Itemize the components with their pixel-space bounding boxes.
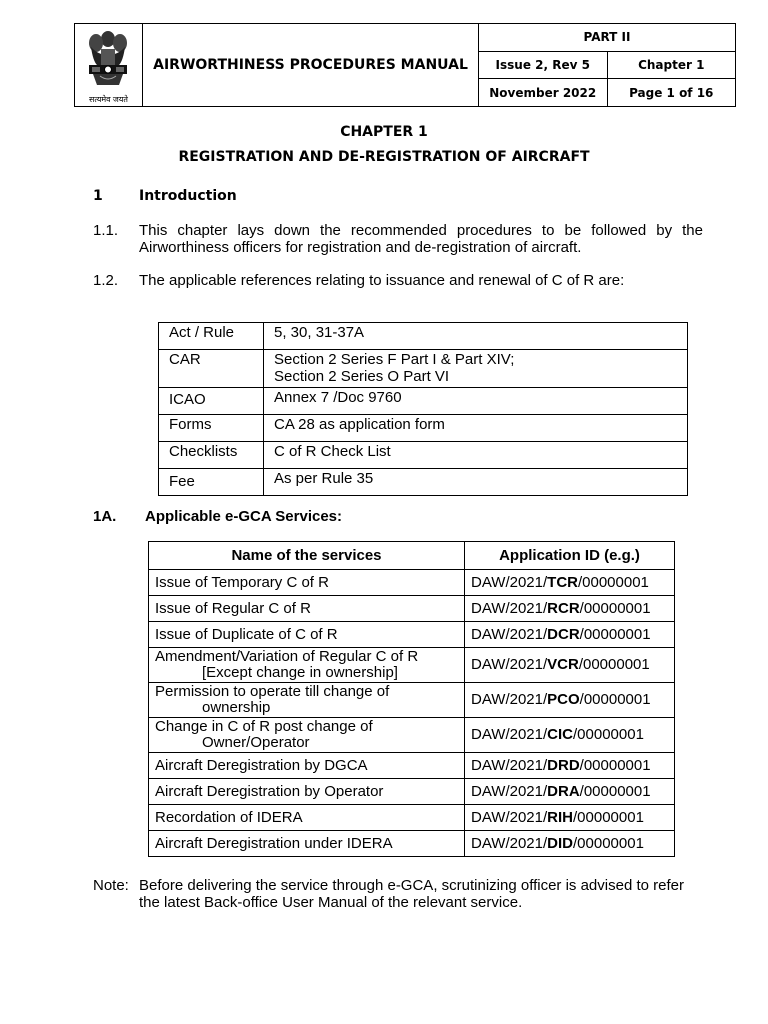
references-table xyxy=(158,322,688,496)
table-row xyxy=(159,415,688,442)
emblem-motto: सत्यमेव जयते xyxy=(89,95,128,104)
service-name-line: Amendment/Variation of Regular C of R xyxy=(155,648,419,665)
application-id-suffix: /00000001 xyxy=(573,808,644,826)
service-name-line: Owner/Operator xyxy=(202,734,310,751)
column-header: Name of the services xyxy=(149,542,465,570)
service-name-line: Recordation of IDERA xyxy=(155,808,303,826)
part-label: PART II xyxy=(479,24,736,52)
section-number: 1A. xyxy=(93,508,117,525)
application-id xyxy=(465,683,675,718)
page-number: Page 1 of 16 xyxy=(607,79,736,107)
reference-value-line: Section 2 Series O Part VI xyxy=(274,368,450,385)
services-table xyxy=(148,541,675,857)
table-row xyxy=(159,323,688,350)
service-name xyxy=(149,831,465,857)
manual-title: AIRWORTHINESS PROCEDURES MANUAL xyxy=(143,24,479,107)
emblem-cell xyxy=(75,24,143,107)
reference-value: C of R Check List xyxy=(264,442,688,469)
service-name-line: Aircraft Deregistration by Operator xyxy=(155,782,384,800)
application-id-suffix: /00000001 xyxy=(579,599,651,617)
table-row xyxy=(149,622,675,648)
table-row xyxy=(149,805,675,831)
service-name-line: Aircraft Deregistration under IDERA xyxy=(155,834,393,852)
service-name xyxy=(149,622,465,648)
service-name-line: [Except change in ownership] xyxy=(202,664,398,681)
service-name xyxy=(149,570,465,596)
application-id-suffix: /00000001 xyxy=(577,573,649,591)
section-number: 1 xyxy=(93,188,103,204)
paragraph-text: The applicable references relating to issuance and renewal of C of R are: xyxy=(139,272,625,289)
application-id xyxy=(465,622,675,648)
service-name xyxy=(149,648,465,683)
date-label: November 2022 xyxy=(479,79,608,107)
application-id-prefix: DAW/2021/ xyxy=(471,599,548,617)
note-text: Before delivering the service through e-GCA, scrutinizing officer is advised to refer the latest Back-office User Manual of the relevant service. xyxy=(139,877,684,911)
application-id xyxy=(465,570,675,596)
service-name-line: Issue of Temporary C of R xyxy=(155,573,329,591)
service-name-line: ownership xyxy=(202,699,271,716)
reference-value: CA 28 as application form xyxy=(264,415,688,442)
application-id-code: DID xyxy=(547,834,573,852)
service-name-line: Issue of Duplicate of C of R xyxy=(155,625,338,643)
table-row xyxy=(149,596,675,622)
table-row xyxy=(159,442,688,469)
application-id-suffix: /00000001 xyxy=(579,625,651,643)
section-title: Applicable e-GCA Services: xyxy=(145,508,343,525)
chapter-title: REGISTRATION AND DE-REGISTRATION OF AIRCRAFT xyxy=(178,149,590,165)
application-id-prefix: DAW/2021/ xyxy=(471,808,548,826)
application-id xyxy=(465,718,675,753)
reference-key: Fee xyxy=(159,469,264,496)
application-id-code: RCR xyxy=(547,599,580,617)
application-id-suffix: /00000001 xyxy=(573,726,644,743)
application-id xyxy=(465,648,675,683)
table-header-row xyxy=(149,542,675,570)
reference-value xyxy=(264,350,688,388)
table-row xyxy=(149,648,675,683)
service-name-line: Permission to operate till change of xyxy=(155,683,390,700)
service-name xyxy=(149,805,465,831)
table-row xyxy=(159,469,688,496)
application-id-code: DCR xyxy=(547,625,580,643)
reference-value: As per Rule 35 xyxy=(264,469,688,496)
application-id-prefix: DAW/2021/ xyxy=(471,756,548,774)
service-name-line: Issue of Regular C of R xyxy=(155,599,311,617)
application-id-code: DRA xyxy=(547,782,580,800)
application-id-code: PCO xyxy=(547,691,580,708)
column-header: Application ID (e.g.) xyxy=(465,542,675,570)
service-name xyxy=(149,596,465,622)
reference-key: Act / Rule xyxy=(159,323,264,350)
service-name xyxy=(149,779,465,805)
service-name xyxy=(149,718,465,753)
application-id-prefix: DAW/2021/ xyxy=(471,625,548,643)
application-id-code: RIH xyxy=(547,808,573,826)
application-id-code: CIC xyxy=(547,726,573,743)
application-id-suffix: /00000001 xyxy=(579,691,651,708)
application-id-code: TCR xyxy=(547,573,578,591)
chapter-number: CHAPTER 1 xyxy=(340,124,428,140)
table-row xyxy=(149,570,675,596)
table-row xyxy=(149,779,675,805)
reference-key: Forms xyxy=(159,415,264,442)
section-title: Introduction xyxy=(139,188,237,204)
application-id xyxy=(465,831,675,857)
service-name xyxy=(149,683,465,718)
services-table-body xyxy=(149,570,675,857)
document-header xyxy=(74,23,736,107)
table-row xyxy=(149,831,675,857)
national-emblem-icon xyxy=(83,27,133,93)
table-row xyxy=(149,683,675,718)
application-id-suffix: /00000001 xyxy=(579,782,651,800)
application-id xyxy=(465,753,675,779)
application-id-prefix: DAW/2021/ xyxy=(471,782,548,800)
reference-key: ICAO xyxy=(159,388,264,415)
application-id-suffix: /00000001 xyxy=(573,834,644,852)
section-1a-heading xyxy=(93,508,343,525)
application-id-prefix: DAW/2021/ xyxy=(471,691,548,708)
table-row xyxy=(149,718,675,753)
reference-key: Checklists xyxy=(159,442,264,469)
service-name xyxy=(149,753,465,779)
application-id-prefix: DAW/2021/ xyxy=(471,656,548,673)
application-id xyxy=(465,779,675,805)
reference-key: CAR xyxy=(159,350,264,388)
application-id-prefix: DAW/2021/ xyxy=(471,726,548,743)
service-name-line: Change in C of R post change of xyxy=(155,718,373,735)
application-id-suffix: /00000001 xyxy=(579,756,651,774)
reference-value-line: Section 2 Series F Part I & Part XIV; xyxy=(274,351,515,368)
paragraph-text: This chapter lays down the recommended procedures to be followed by the Airworthiness officers for registration and de-registration of aircraft. xyxy=(139,222,703,256)
paragraph-1-1 xyxy=(93,222,703,258)
application-id-prefix: DAW/2021/ xyxy=(471,834,548,852)
paragraph-number: 1.1. xyxy=(93,222,119,239)
application-id-code: DRD xyxy=(547,756,580,774)
application-id-code: VCR xyxy=(547,656,579,673)
issue-label: Issue 2, Rev 5 xyxy=(479,51,608,79)
reference-value: Annex 7 /Doc 9760 xyxy=(264,388,688,415)
application-id-prefix: DAW/2021/ xyxy=(471,573,548,591)
application-id xyxy=(465,805,675,831)
application-id-suffix: /00000001 xyxy=(578,656,650,673)
note-label: Note: xyxy=(93,877,129,894)
table-row xyxy=(159,388,688,415)
service-name-line: Aircraft Deregistration by DGCA xyxy=(155,756,368,774)
table-row xyxy=(149,753,675,779)
chapter-label: Chapter 1 xyxy=(607,51,736,79)
reference-value: 5, 30, 31-37A xyxy=(264,323,688,350)
application-id xyxy=(465,596,675,622)
table-row xyxy=(159,350,688,388)
paragraph-number: 1.2. xyxy=(93,272,119,289)
